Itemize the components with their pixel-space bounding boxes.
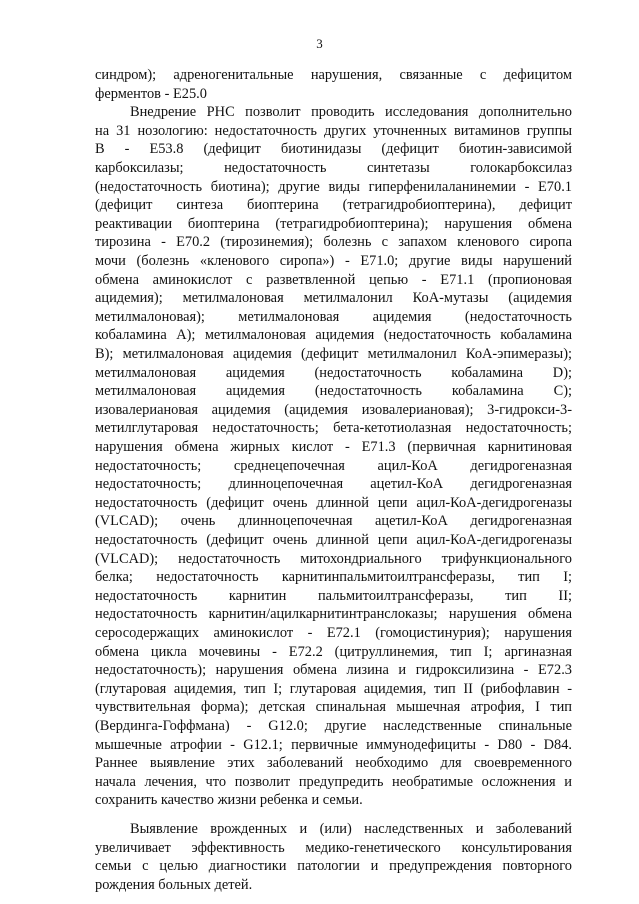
text-line: (дефицит синтеза биоптерина (тетрагидробиоптерина), дефицит bbox=[95, 197, 572, 214]
text-line: обмена цикла мочевины - E72.2 (цитруллинемия, тип I; аргиназная bbox=[95, 643, 572, 660]
text-line: изовалериановая ацидемия (ацидемия изовалериановая); 3-гидрокси-3- bbox=[95, 401, 572, 418]
text-line: обмена аминокислот с разветвленной цепью - E71.1 (пропионовая bbox=[95, 271, 572, 288]
text-line: (VLCAD); недостаточность митохондриального трифункционального bbox=[95, 550, 572, 567]
text-line: ферментов - E25.0 bbox=[95, 85, 207, 102]
text-line: реактивации биоптерина (тетрагидробиоптерина); нарушения обмена bbox=[95, 215, 572, 232]
text-line: метилмалоновая); метилмалоновая ацидемия (недостаточность bbox=[95, 308, 572, 325]
text-line: метилглутаровая недостаточность; бета-кетотиолазная недостаточность; bbox=[95, 420, 572, 437]
text-line: недостаточность (дефицит очень длинной цепи ацил-КоА-дегидрогеназы bbox=[95, 532, 572, 548]
text-line: нарушения обмена жирных кислот - E71.3 (первичная карнитиновая bbox=[95, 439, 572, 455]
text-line: синдром); адреногенитальные нарушения, связанные с дефицитом bbox=[95, 67, 572, 83]
text-line: метилмалоновая ацидемия (недостаточность кобаламина D); bbox=[95, 364, 572, 381]
text-line: Внедрение РНС позволит проводить исследования дополнительно bbox=[130, 104, 572, 121]
text-line: мочи (болезнь «кленового сиропа») - E71.0; другие виды нарушений bbox=[95, 253, 572, 269]
text-line: ацидемия); метилмалоновая метилмалонил КоА-мутазы (ацидемия bbox=[95, 290, 572, 307]
text-line: увеличивает эффективность медико-генетического консультирования bbox=[95, 839, 572, 856]
page-number: 3 bbox=[316, 36, 323, 51]
text-line: мышечные атрофии - G12.1; первичные иммунодефициты - D80 - D84. bbox=[95, 736, 572, 753]
text-line: (недостаточность биотина); другие виды гиперфенилаланинемии - E70.1 bbox=[95, 178, 572, 195]
text-line: Выявление врожденных и (или) наследственных и заболеваний bbox=[130, 821, 572, 837]
text-line: недостаточность (дефицит очень длинной цепи ацил-КоА-дегидрогеназы bbox=[95, 494, 572, 511]
text-line: на 31 нозологию: недостаточность других уточненных витаминов группы bbox=[95, 122, 572, 139]
text-line: B - E53.8 (дефицит биотинидазы (дефицит биотин-зависимой bbox=[95, 141, 572, 158]
text-line: сохранить качество жизни ребенка и семьи. bbox=[95, 792, 363, 809]
text-line: недостаточность); нарушения обмена лизина и гидроксилизина - E72.3 bbox=[95, 662, 572, 679]
text-line: кобаламина A); метилмалоновая ацидемия (недостаточность кобаламина bbox=[95, 327, 572, 344]
text-line: (VLCAD); очень длинноцепочечная ацетил-КоА дегидрогеназная bbox=[95, 513, 572, 530]
text-line: рождения больных детей. bbox=[95, 876, 253, 893]
text-line: недостаточность; среднецепочечная ацил-КоА дегидрогеназная bbox=[95, 457, 572, 474]
text-line: B); метилмалоновая ацидемия (дефицит метилмалонил КоА-эпимеразы); bbox=[95, 346, 572, 362]
text-line: серосодержащих аминокислот - E72.1 (гомоцистинурия); нарушения bbox=[95, 625, 572, 641]
text-line: начала лечения, что позволит предупредить необратимые осложнения и bbox=[95, 773, 572, 790]
text-line: недостаточность; длинноцепочечная ацетил-КоА дегидрогеназная bbox=[95, 476, 572, 493]
text-line: Раннее выявление этих заболеваний необходимо для своевременного bbox=[95, 755, 572, 772]
text-line: недостаточность карнитин пальмитоилтрансферазы, тип II; bbox=[95, 587, 572, 604]
text-line: недостаточность карнитин/ацилкарнитинтранслоказы; нарушения обмена bbox=[95, 606, 572, 623]
text-line: (Вердинга-Гоффмана) - G12.0; другие наследственные спинальные bbox=[95, 718, 572, 734]
text-line: чувствительная форма); детская спинальная мышечная атрофия, I тип bbox=[95, 699, 572, 716]
text-line: белка; недостаточность карнитинпальмитоилтрансферазы, тип I; bbox=[95, 569, 572, 586]
text-line: метилмалоновая ацидемия (недостаточность кобаламина C); bbox=[95, 383, 572, 400]
text-line: семьи с целью диагностики патологии и предупреждения повторного bbox=[95, 858, 572, 875]
text-line: карбоксилазы; недостаточность синтетазы голокарбоксилаз bbox=[95, 160, 572, 176]
text-line: тирозина - E70.2 (тирозинемия); болезнь с запахом кленового сиропа bbox=[95, 234, 572, 251]
text-line: (глутаровая ацидемия, тип I; глутаровая ацидемия, тип II (рибофлавин - bbox=[95, 680, 572, 697]
